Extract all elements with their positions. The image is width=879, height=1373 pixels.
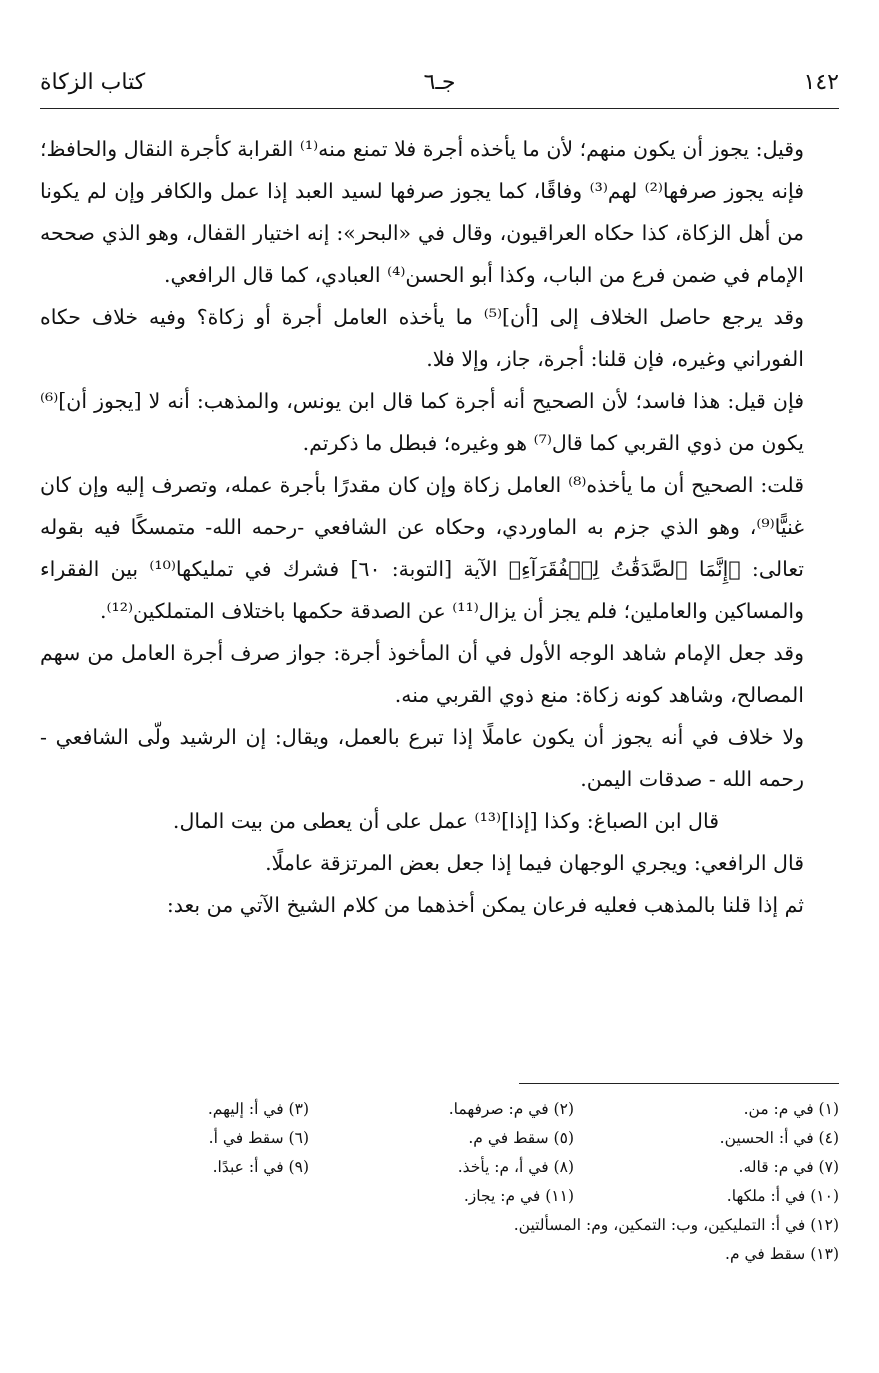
footnote: (١) في م: من. (743, 1100, 839, 1118)
footnote: (٢) في م: صرفهما. (448, 1100, 574, 1118)
footnote: (١٣) سقط في م. (725, 1245, 839, 1263)
footnote: (٧) في م: قاله. (738, 1158, 839, 1176)
footnote-row (40, 1095, 839, 1124)
header-rule (40, 108, 839, 109)
running-header (40, 60, 839, 100)
footnote: (١١) في م: يجاز. (463, 1187, 574, 1205)
paragraph: وقد جعل الإمام شاهد الوجه الأول في أن المأخوذ أجرة: جواز صرف أجرة العامل من سهم المصالح، وشاهد كونه زكاة: منع ذوي القربي منه. (40, 641, 804, 707)
paragraph: قلت: الصحيح أن ما يأخذه⁽⁸⁾ العامل زكاة وإن كان مقدرًا بأجرة عمله، وتصرف إليه وإن كان غنيًّا⁽⁹⁾، وهو الذي جزم به الماوردي، وحكاه عن الشافعي -رحمه الله- متمسكًا فيه بقوله تعالى: ﴿إِنَّمَا ٱلصَّدَقَٰتُ لِلۡفُقَرَآءِ﴾ الآية [التوبة: ٦٠] فشرك في تمليكها⁽¹⁰⁾ بين الفقراء والمساكين والعاملين؛ فلم يجز أن يزال⁽¹¹⁾ عن الصدقة حكمها باختلاف المتملكين⁽¹²⁾. (40, 473, 804, 623)
footnote-row (40, 1124, 839, 1153)
paragraph: ثم إذا قلنا بالمذهب فعليه فرعان يمكن أخذهما من كلام الشيخ الآتي من بعد: (166, 893, 804, 917)
main-text (40, 128, 839, 926)
paragraph: ولا خلاف في أنه يجوز أن يكون عاملًا إذا تبرع بالعمل، ويقال: إن الرشيد ولّى الشافعي - رحمه الله - صدقات اليمن. (40, 725, 804, 791)
footnote-row (40, 1182, 839, 1211)
footnote-row (40, 1240, 839, 1269)
footnotes (40, 1095, 839, 1269)
page-number: ١٤٢ (803, 70, 839, 95)
footnote: (٩) في أ: عبدًا. (212, 1158, 309, 1176)
footnote-row (40, 1153, 839, 1182)
book-title: كتاب الزكاة (40, 70, 146, 95)
footnote: (٦) سقط في أ. (208, 1129, 309, 1147)
paragraph: فإن قيل: هذا فاسد؛ لأن الصحيح أنه أجرة كما قال ابن يونس، والمذهب: أنه لا [يجوز أن]⁽⁶⁾ يكون من ذوي القربي كما قال⁽⁷⁾ هو وغيره؛ فبطل ما ذكرتم. (40, 389, 804, 455)
paragraph: قال الرافعي: ويجري الوجهان فيما إذا جعل بعض المرتزقة عاملًا. (265, 851, 804, 875)
footnote: (٨) في أ، م: يأخذ. (457, 1158, 574, 1176)
footnote: (١٠) في أ: ملكها. (726, 1187, 839, 1205)
volume-label: جـ٦ (423, 70, 456, 95)
paragraph: وقيل: يجوز أن يكون منهم؛ لأن ما يأخذه أجرة فلا تمنع منه⁽¹⁾ القرابة كأجرة النقال والحافظ؛ فإنه يجوز صرفها⁽²⁾ لهم⁽³⁾ وفاقًا، كما يجوز صرفها لسيد العبد إذا عمل والكافر وإن لم يكونا من أهل الزكاة، كذا حكاه العراقيون، وقال في «البحر»: إنه اختيار القفال، وهو الذي صححه الإمام في ضمن فرع من الباب، وكذا أبو الحسن⁽⁴⁾ العبادي، كما قال الرافعي. (40, 137, 804, 287)
paragraph: قال ابن الصباغ: وكذا [إذا]⁽¹³⁾ عمل على أن يعطى من بيت المال. (172, 809, 719, 833)
paragraph: وقد يرجع حاصل الخلاف إلى [أن]⁽⁵⁾ ما يأخذه العامل أجرة أو زكاة؟ وفيه خلاف حكاه الفوراني وغيره، فإن قلنا: أجرة، جاز، وإلا فلا. (40, 305, 804, 371)
footnote: (٣) في أ: إليهم. (207, 1100, 309, 1118)
footnote-row (40, 1211, 839, 1240)
footnote: (٤) في أ: الحسين. (719, 1129, 839, 1147)
footnote: (١٢) في أ: التمليكين، وب: التمكين، وم: المسألتين. (513, 1216, 839, 1234)
footnote-rule (519, 1083, 839, 1084)
footnote: (٥) سقط في م. (468, 1129, 574, 1147)
